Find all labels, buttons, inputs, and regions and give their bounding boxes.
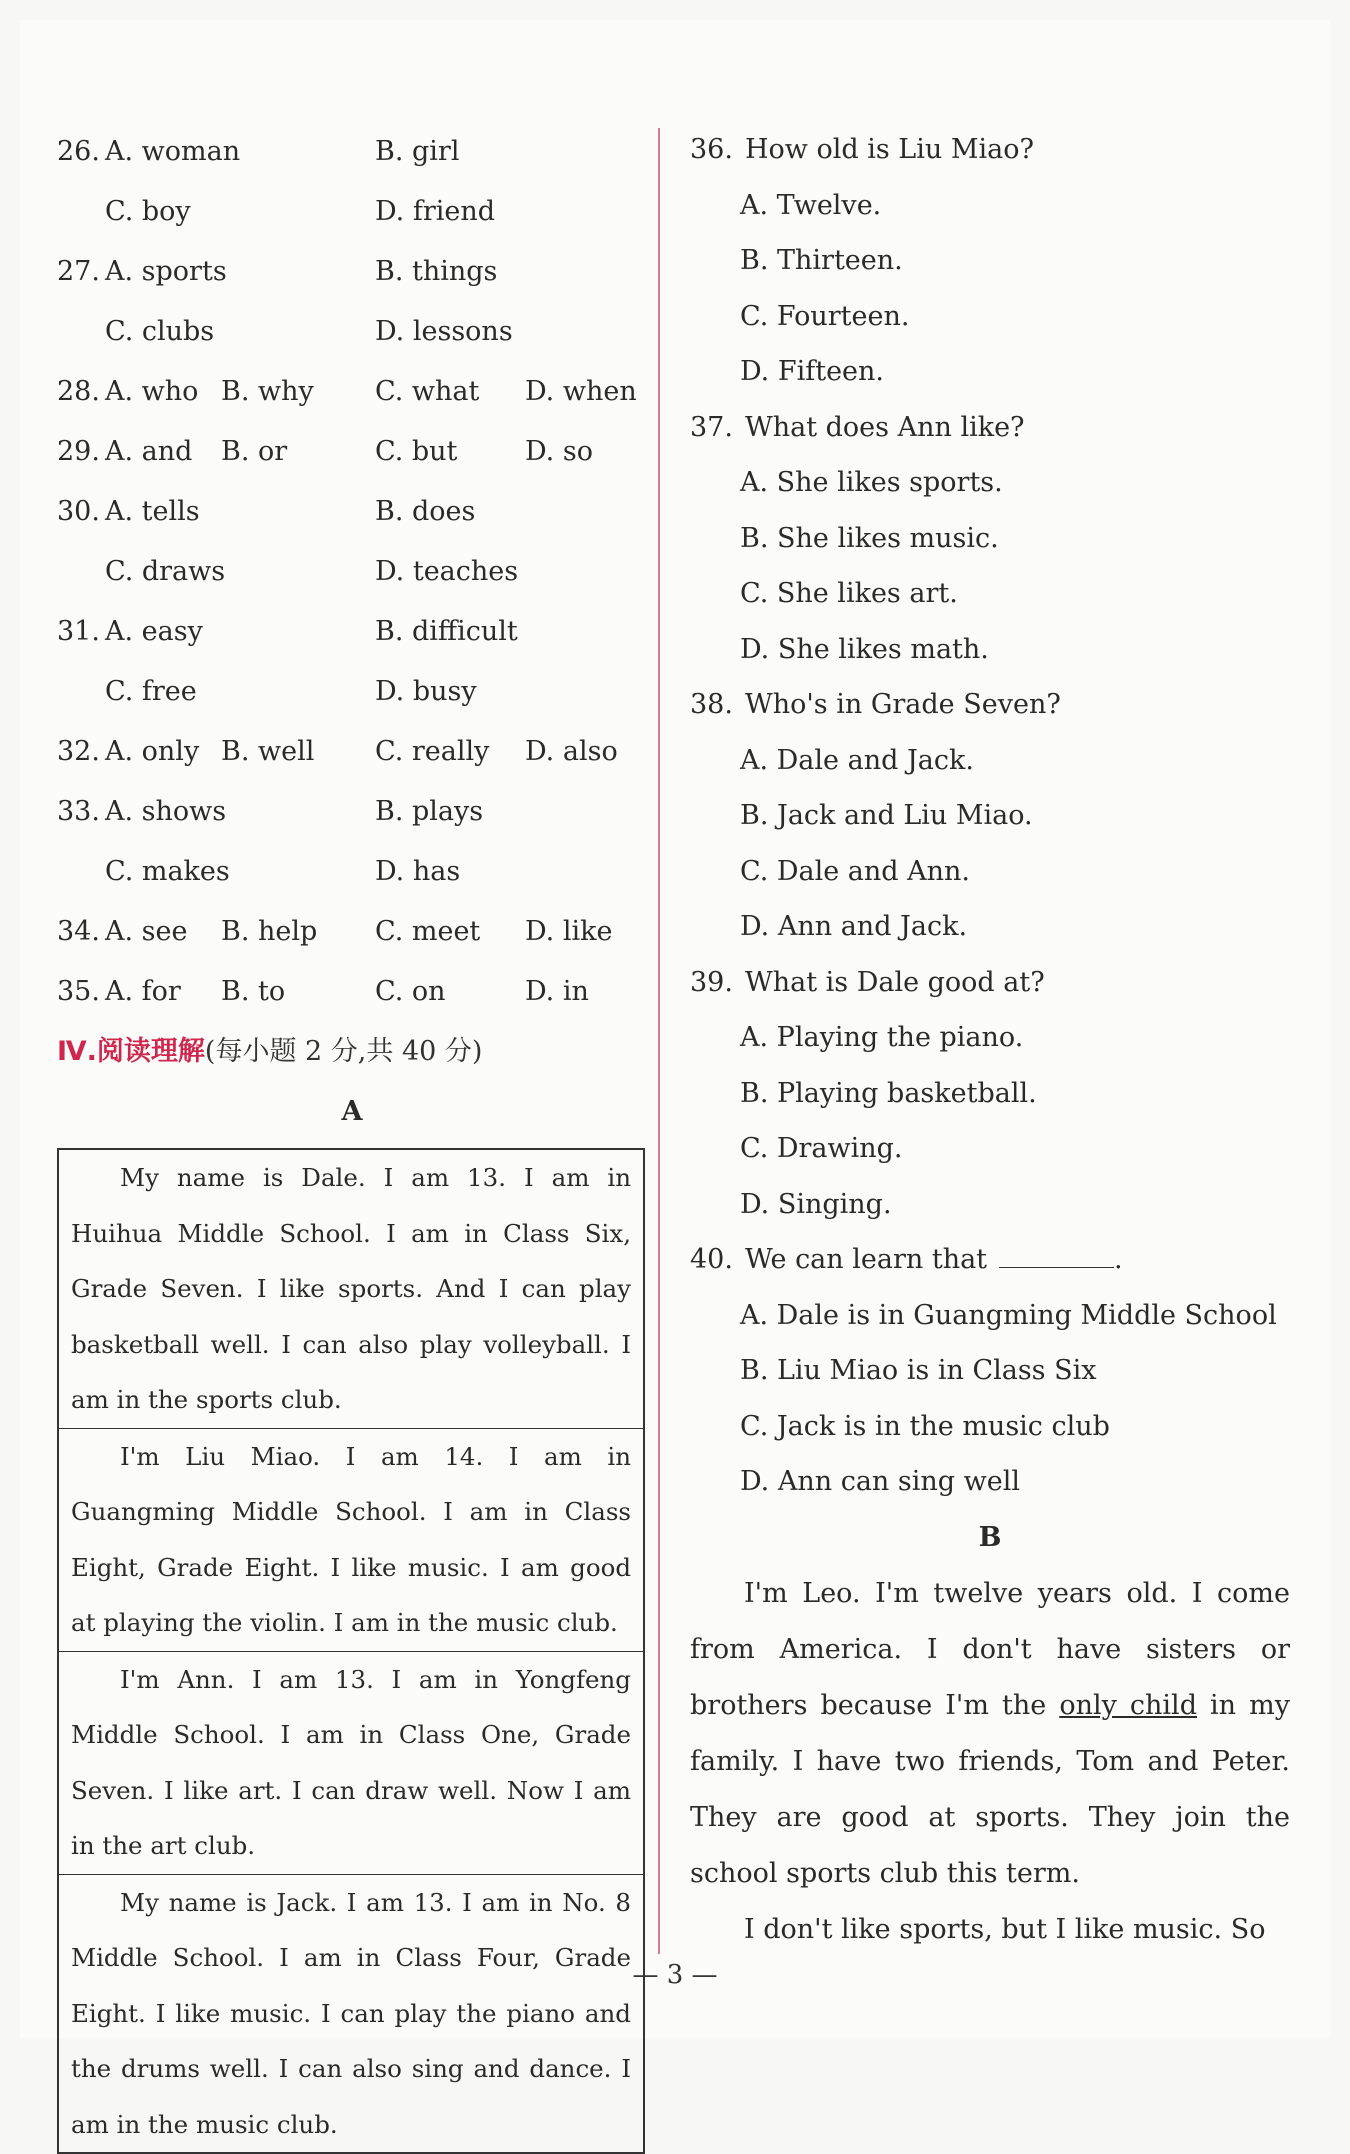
underlined-phrase: only child	[1059, 1689, 1197, 1721]
option-b: B. girl	[375, 136, 460, 167]
question-number: 30.	[57, 496, 100, 527]
option-d: D. has	[375, 856, 461, 887]
option-b: B. does	[375, 496, 476, 527]
answer-option: C. Fourteen.	[740, 300, 910, 332]
choice-row	[57, 542, 647, 602]
option-c: C. but	[375, 436, 458, 467]
passage-b	[690, 1566, 1290, 1958]
question-text: What is Dale good at?	[744, 966, 1045, 998]
option-d: D. also	[525, 736, 618, 767]
option-c: C. makes	[105, 856, 230, 887]
question-number: 38.	[690, 689, 733, 720]
option-d: D. lessons	[375, 316, 513, 347]
answer-option: B. She likes music.	[740, 522, 999, 554]
answer-option: A. Dale and Jack.	[740, 744, 974, 776]
answer-option: A. She likes sports.	[740, 467, 1003, 498]
section-number: Ⅳ.	[57, 1036, 97, 1067]
question-text: What does Ann like?	[744, 411, 1025, 443]
section-heading	[57, 1022, 647, 1082]
option-d: D. teaches	[375, 556, 519, 587]
passage-b-paragraph-1: I'm Leo. I'm twelve years old. I come from America. I don't have sisters or brothers because I'm the only child in my family. I have two friends, Tom and Peter. They are good at sports. They join the school sports club this term.	[690, 1577, 1290, 1889]
option-a: A. only	[105, 736, 200, 767]
question-number: 37.	[690, 411, 733, 443]
question-number: 31.	[57, 616, 100, 647]
answer-option: A. Twelve.	[740, 189, 882, 221]
question-number: 26.	[57, 136, 100, 167]
option-c: C. draws	[105, 556, 226, 587]
question-stem	[690, 677, 1290, 733]
question-text: We can learn that	[744, 1244, 988, 1275]
choice-row	[57, 722, 647, 782]
option-b: B. or	[221, 436, 288, 467]
option-c: C. free	[105, 676, 197, 707]
question-stem	[690, 122, 1290, 178]
option-a: A. tells	[105, 496, 200, 527]
answer-option: B. Thirteen.	[740, 245, 903, 276]
right-column	[690, 122, 1290, 1958]
passage-a-cell-ann: I'm Ann. I am 13. I am in Yongfeng Middle School. I am in Class One, Grade Seven. I like art. I can draw well. Now I am in the art club.	[59, 1652, 643, 1875]
question-number: 29.	[57, 436, 100, 467]
answer-option: C. She likes art.	[740, 578, 958, 609]
option-a: A. and	[105, 436, 193, 467]
option-d: D. like	[525, 916, 613, 947]
choice-row	[57, 962, 647, 1022]
choice-row	[57, 842, 647, 902]
option-a: A. shows	[105, 796, 227, 827]
answer-option: A. Playing the piano.	[740, 1022, 1024, 1053]
question-text: How old is Liu Miao?	[744, 134, 1034, 165]
question-number: 32.	[57, 736, 100, 767]
question-number: 27.	[57, 256, 100, 287]
option-a: A. who	[105, 376, 199, 407]
option-c: C. meet	[375, 916, 481, 947]
choice-row	[57, 242, 647, 302]
section-title: 阅读理解	[96, 1036, 205, 1067]
section-note: (每小题 2 分,共 40 分)	[204, 1036, 483, 1067]
choice-row	[57, 902, 647, 962]
choice-row	[57, 662, 647, 722]
option-c: C. boy	[105, 196, 191, 227]
option-b: B. to	[221, 976, 286, 1007]
option-d: D. busy	[375, 676, 477, 707]
option-b: B. why	[221, 376, 314, 407]
choice-row	[57, 362, 647, 422]
question-number: 39.	[690, 966, 733, 998]
option-c: C. really	[375, 736, 490, 767]
option-d: D. when	[525, 376, 637, 407]
choice-row	[57, 602, 647, 662]
page-number: — 3 —	[632, 1960, 718, 1990]
passage-a-cell-liu-miao: I'm Liu Miao. I am 14. I am in Guangming Middle School. I am in Class Eight, Grade Eight. I like music. I am good at playing the violin. I am in the music club.	[59, 1429, 643, 1652]
answer-option: D. She likes math.	[740, 633, 989, 665]
passage-a-cell-dale: My name is Dale. I am 13. I am in Huihua Middle School. I am in Class Six, Grade Seven. I like sports. And I can play basketball well. I can also play volleyball. I am in the sports club.	[59, 1150, 643, 1429]
answer-option: B. Liu Miao is in Class Six	[740, 1355, 1097, 1386]
option-a: A. see	[105, 916, 188, 947]
answer-option: D. Fifteen.	[740, 356, 884, 387]
option-d: D. friend	[375, 196, 496, 227]
option-b: B. plays	[375, 796, 484, 827]
answer-option: B. Playing basketball.	[740, 1077, 1037, 1109]
answer-option: C. Jack is in the music club	[740, 1410, 1110, 1442]
choice-row	[57, 302, 647, 362]
option-c: C. clubs	[105, 316, 215, 347]
question-number: 33.	[57, 796, 100, 827]
question-end: .	[1114, 1244, 1123, 1275]
question-stem	[690, 955, 1290, 1011]
question-number: 35.	[57, 976, 100, 1007]
option-b: B. well	[221, 736, 315, 767]
option-b: B. things	[375, 256, 498, 287]
passage-a-cell-jack: My name is Jack. I am 13. I am in No. 8 Middle School. I am in Class Four, Grade Eight. I like music. I can play the piano and the drums well. I can also sing and dance. I am in the music club.	[71, 1887, 631, 2139]
option-c: C. on	[375, 976, 446, 1007]
option-b: B. help	[221, 916, 318, 947]
option-a: A. for	[105, 976, 181, 1007]
option-d: D. in	[525, 976, 589, 1007]
choice-row	[57, 482, 647, 542]
choice-row	[57, 782, 647, 842]
question-number: 28.	[57, 376, 100, 407]
option-b: B. difficult	[375, 616, 518, 647]
answer-option: C. Drawing.	[740, 1133, 903, 1164]
answer-option: A. Dale is in Guangming Middle School	[740, 1299, 1277, 1331]
column-divider	[658, 128, 660, 1954]
answer-option: B. Jack and Liu Miao.	[740, 800, 1033, 831]
passage-b-paragraph-2: I don't like sports, but I like music. So	[744, 1913, 1266, 1945]
choice-row	[57, 182, 647, 242]
answer-option: C. Dale and Ann.	[740, 855, 971, 887]
question-number: 40.	[690, 1244, 733, 1275]
question-number: 34.	[57, 916, 100, 947]
option-c: C. what	[375, 376, 480, 407]
passage-a-table	[57, 1148, 645, 2154]
option-a: A. sports	[105, 256, 227, 287]
left-column	[57, 122, 647, 2154]
answer-blank	[999, 1237, 1114, 1268]
answer-option: D. Ann can sing well	[740, 1466, 1021, 1497]
question-stem	[690, 1232, 1290, 1288]
option-a: A. woman	[105, 136, 241, 167]
answer-option: D. Singing.	[740, 1188, 892, 1220]
option-d: D. so	[525, 436, 593, 467]
option-a: A. easy	[105, 616, 203, 647]
question-number: 36.	[690, 134, 733, 165]
question-text: Who's in Grade Seven?	[744, 689, 1061, 720]
passage-b-label: B	[978, 1521, 1002, 1553]
question-stem	[690, 400, 1290, 456]
choice-row	[57, 422, 647, 482]
choice-row	[57, 122, 647, 182]
answer-option: D. Ann and Jack.	[740, 911, 968, 942]
reading-questions	[690, 122, 1290, 1510]
cloze-choices	[57, 122, 647, 1022]
passage-a-label: A	[341, 1096, 363, 1127]
